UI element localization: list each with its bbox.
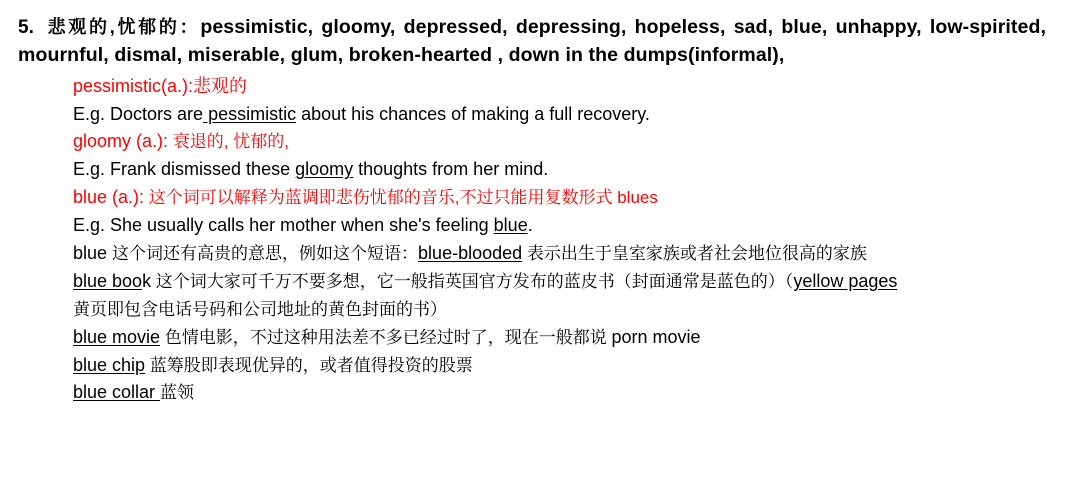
entry-line bbox=[73, 296, 1038, 324]
line-segment: E.g. Doctors are bbox=[73, 103, 204, 124]
line-segment: 色情电影，不过这种用法差不多已经过时了，现在一般都说 bbox=[160, 327, 612, 347]
line-segment: 表示出生于皇室家族或者社会地位很高的家族 bbox=[522, 244, 867, 263]
line-segment: blue movie bbox=[73, 326, 161, 347]
entry-line bbox=[73, 324, 1038, 352]
entry-body bbox=[18, 73, 1046, 408]
line-segment: 蓝筹股即表现优异的，或者值得投资的股票 bbox=[145, 355, 473, 375]
line-segment: 这个词还有高贵的意思，例如这个短语： bbox=[112, 244, 419, 263]
entry-line bbox=[73, 379, 1038, 407]
entry-line bbox=[73, 101, 1038, 129]
line-segment: pessimistic bbox=[203, 103, 297, 124]
entry-line bbox=[73, 128, 1038, 156]
line-segment: blue boo bbox=[73, 270, 143, 291]
entry-headline bbox=[18, 14, 1046, 70]
line-segment: pessimistic(a.):悲观的 bbox=[73, 75, 248, 96]
line-segment: 蓝领 bbox=[160, 383, 195, 403]
entry-line bbox=[73, 352, 1038, 380]
entry-line bbox=[73, 184, 1038, 212]
line-segment: blue chip bbox=[73, 354, 146, 375]
line-segment: 这个词可以解释为蓝调即悲伤忧郁的音乐,不过只能用复数形式 blues bbox=[144, 188, 658, 208]
line-segment: 衰退的, 忧郁的, bbox=[168, 132, 289, 152]
entry-line bbox=[73, 73, 1038, 101]
entry-line bbox=[73, 212, 1038, 240]
line-segment: yellow pages bbox=[793, 270, 898, 291]
entry-line bbox=[73, 240, 1038, 268]
entry-line bbox=[73, 156, 1038, 184]
line-segment: E.g. Frank dismissed these bbox=[73, 159, 296, 180]
line-segment: thoughts from her mind. bbox=[353, 159, 549, 180]
line-segment: blue bbox=[493, 215, 528, 236]
line-segment: 这个词大家可千万不要多想，它一般指英国官方发布的蓝皮书（封面通常是蓝色的）（ bbox=[151, 271, 794, 291]
line-segment: porn movie bbox=[611, 326, 701, 347]
line-segment: gloomy bbox=[295, 159, 354, 180]
line-segment: blue (a.): bbox=[73, 187, 145, 208]
line-segment: E.g. She usually calls her mother when she's feeling bbox=[73, 215, 494, 236]
line-segment: k bbox=[142, 270, 152, 291]
line-segment: about his chances of making a full recovery. bbox=[296, 103, 650, 124]
entry-number: 5. bbox=[18, 17, 34, 38]
line-segment: blue bbox=[73, 243, 113, 263]
line-segment: . bbox=[527, 215, 533, 236]
line-segment: blue collar bbox=[73, 382, 161, 403]
entry-chinese-headword: 悲观的,忧郁的： bbox=[44, 17, 201, 37]
line-segment: gloomy (a.): bbox=[73, 131, 169, 152]
line-segment: 黄页即包含电话号码和公司地址的黄色封面的书） bbox=[73, 299, 447, 319]
line-segment: blue-blooded bbox=[418, 243, 523, 263]
entry-line bbox=[73, 268, 1038, 296]
entry-english-synonyms: pessimistic, gloomy, depressed, depressing, hopeless, sad, blue, unhappy, low-spirited, mournful, dismal, miserable, glum, broken-hearted , down in the dumps(informal), bbox=[18, 16, 1046, 66]
